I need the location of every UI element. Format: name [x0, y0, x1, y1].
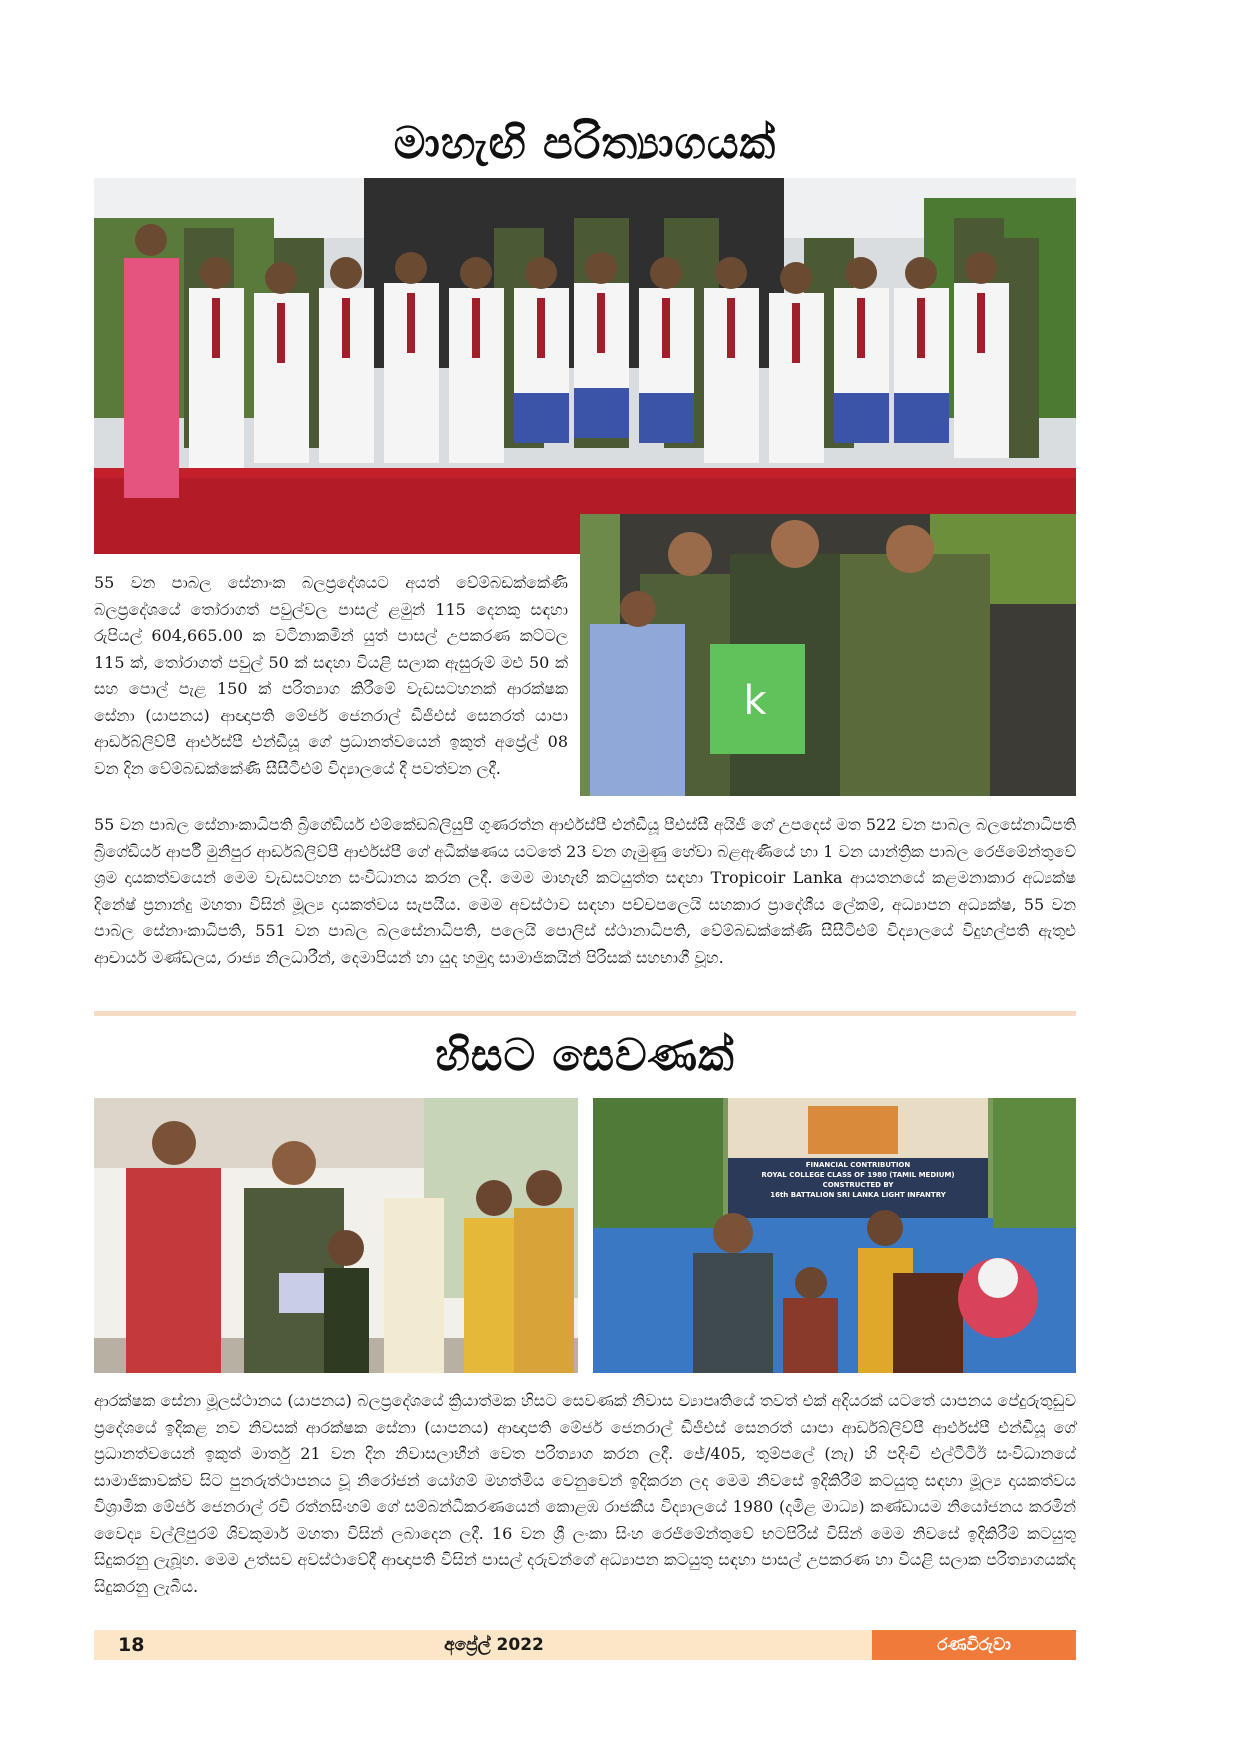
donation-handover-photo — [580, 514, 1076, 796]
headline-2: හිසට සෙවණක් — [435, 1030, 735, 1081]
article1-paragraph-2: 55 වන පාබල සේනාංකාධිපති බ්‍රිගේඩියර් එම්කේඩබ්ලියුපී ගුණරත්න ආර්එස්පී එන්ඩීයූ පීඑස්සී අයිජී ගේ උපදෙස් මත 522 වන පාබල බලසේනාධිපති බ්‍රිගේඩියර් ආර්පී මුනිපුර ආර්ඩබ්ලිව්පී ආර්එස්පී ගේ අධීක්ෂණය යටතේ 23 වන ගැමුණු හේවා බළඇණියේ හා 1 වන යාන්ත්‍රික පාබල රෙජිමේන්තුවේ ශ්‍රම දායකත්වයෙන් මෙම වැඩසටහන සංවිධානය කරන ලදී. මෙම මාහැඟි කටයුත්ත සඳහා Tropicoir Lanka ආයතනයේ කළමනාකාර අධ්‍යක්ෂ දිනේෂ් ප්‍රනාන්දු මහතා විසින් මූල්‍ය දායකත්වය සැපයීය. මෙම අවස්ථාව සඳහා පච්චපලෙයි සහකාර ප්‍රාදේශීය ලේකම්, අධ්‍යාපන අධ්‍යක්ෂ, 55 වන පාබල සේනාංකාධිපති, 551 වන පාබල බලසේනාධිපති, පලෙයි පොලිස් ස්ථානාධිපති, වේම්බඩක්කේණි සීසීටීඑම් විද්‍යාලයේ විදුහල්පති ඇතුළු ආචාර්ය මණ්ඩලය, රාජ්‍ය නිලධාරීන්, දෙමාපියන් හා යුද හමුදා සාමාජිකයින් පිරිසක් සහභාගී වූහ. — [94, 815, 1076, 967]
banner-line-4: 16th BATTALION SRI LANKA LIGHT INFANTRY — [770, 1191, 946, 1199]
banner-line-2: ROYAL COLLEGE CLASS OF 1980 (TAMIL MEDIUM) — [761, 1171, 955, 1179]
banner-line-3: CONSTRUCTED BY — [822, 1181, 894, 1189]
magazine-name: රණවිරුවා — [872, 1630, 1076, 1660]
issue-date: අප්‍රේල් 2022 — [444, 1635, 544, 1655]
group-photo-students — [94, 178, 1076, 554]
headline-1: මාහැඟි පරිත්‍යාගයක් — [393, 118, 777, 169]
article2-paragraph: ආරක්ෂක සේනා මූලස්ථානය (යාපනය) බලප්‍රදේශයේ ක්‍රියාත්මක හිසට සෙවණක් නිවාස ව්‍යාපෘතියේ තවත් එක් අදියරක් යටතේ යාපනය පේදුරුතුඩුව ප්‍රදේශයේ ඉදිකළ නව නිවසක් ආරක්ෂක සේනා (යාපනය) ආඥාපති මේජර් ජෙනරාල් ඩීජීඑස් සෙනරත් යාපා ආර්ඩබ්ලිව්පී ආර්එස්පී එන්ඩීයූ ගේ ප්‍රධානත්වයෙන් ඉකුත් මාර්තු 21 වන දින නිවාසලාභීන් වෙත පරිත්‍යාග කරන ලදී. ජේ/405, තුම්පලේ (නැ) හි පදිංචි එල්ටීටීඊ සංවිධානයේ සාමාජිකාවක්ව සිට පුනරුත්ථාපනය වූ නිරෝජන් යෝගම් මහත්මිය වෙනුවෙන් ඉදිකරන ලද මෙම නිවසේ ඉදිකිරීම් කටයුතු සඳහා මූල්‍ය දායකත්වය විශ්‍රාමික මේජර් ජෙනරාල් රවි රත්නසිංහම් ගේ සම්බන්ධීකරණයෙන් කොළඹ රාජකීය විද්‍යාලයේ 1980 (දමිළ මාධ්‍ය) කණ්ඩායම නියෝජනය කරමින් වෛද්‍ය වල්ලිපුරම් ශිවකුමාර් මහතා විසින් ලබාදෙන ලදී. 16 වන ශ්‍රී ලංකා සිංහ රෙජිමේන්තුවේ භටපිරිස් විසින් මෙම නිවසේ ඉදිකිරීම් කටයුතු සිදුකරනු ලැබූහ. මෙම උත්සව අවස්ථාවේදී ආඥාපති විසින් පාසල් දරුවන්ගේ අධ්‍යාපන කටයුතු සඳහා පාසල් උපකරණ හා වියළි සලාක පරිත්‍යාගයක්ද සිදුකරනු ලැබීය. — [94, 1391, 1076, 1596]
article1-paragraph-1: 55 වන පාබල සේනාංක බලප්‍රදේශයට අයත් වේම්බඩක්කේණි බලප්‍රදේශයේ තෝරාගත් පවුල්වල පාසල් ළමුන් 115 දෙනකු සඳහා රුපියල් 604,665.00 ක වටිනාකමින් යුත් පාසල් උපකරණ කට්ටල 115 ක්, තෝරාගත් පවුල් 50 ක් සඳහා වියළි සලාක ඇසුරුම් මළු 50 ක් සහ පොල් පැළ 150 ක් පරිත්‍යාග කිරීමේ වැඩසටහනක් ආරක්ෂක සේනා (යාපනය) ආඥාපති මේජර් ජෙනරාල් ඩීජීඑස් සෙනරත් යාපා ආර්ඩබ්ලිව්පී ආර්එස්පී එන්ඩීයූ ගේ ප්‍රධානත්වයෙන් ඉකුත් අප්‍රේල් 08 වන දින වේම්බඩක්කේණි සීසීටීඑම් විද්‍යාලයේ දී පවත්වන ලදී. — [94, 573, 568, 778]
page-number: 18 — [118, 1634, 145, 1656]
house-opening-photo — [593, 1098, 1076, 1373]
footer-bar — [94, 1630, 1076, 1660]
banner-line-1: FINANCIAL CONTRIBUTION — [805, 1161, 911, 1169]
gift-giving-photo — [94, 1098, 578, 1373]
section-divider — [94, 1011, 1076, 1016]
svg-text:k: k — [743, 678, 767, 724]
